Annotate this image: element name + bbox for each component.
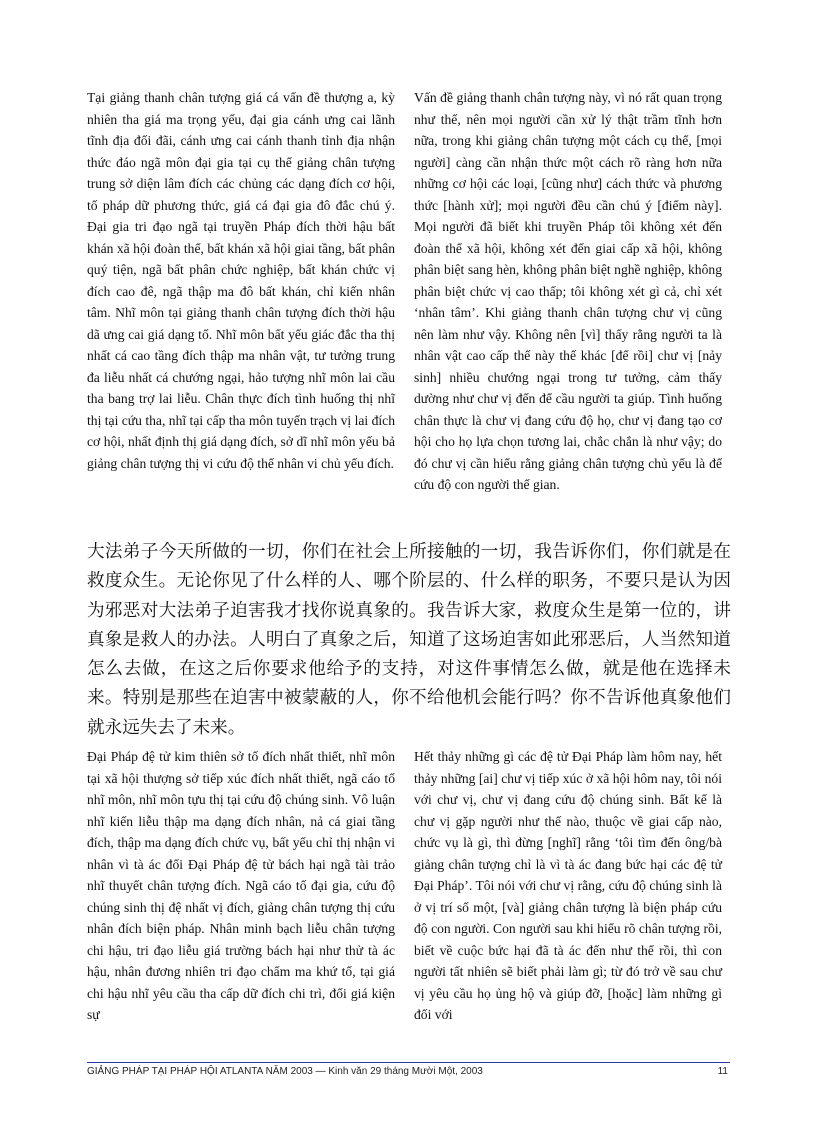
top-right-column-text: Vấn đề giảng thanh chân tượng này, vì nó rất quan trọng như thế, nên mọi người cần xử lý thật trầm tĩnh hơn nữa, trong khi giảng chân tượng một cách cụ thể, [mọi người] càng cần nhận thức một cách rõ ràng hơn nữa những cơ hội các loại, [cũng như] cách thức và phương thức [hành xử]; mọi người đều cần chú ý [điểm này]. Mọi người đã biết khi truyền Pháp tôi không xét đến đoàn thể xã hội, không xét đến giai cấp xã hội, không phân biệt sang hèn, không phân biệt nghề nghiệp, không phân biệt chức vị cao thấp; tôi không xét gì cả, chỉ xét ‘nhân tâm’. Khi giảng thanh chân tượng chư vị cũng nên làm như vậy. Không nên [vì] thấy rằng người ta là nhân vật cao cấp thế này thế khác [để rồi] chư vị [nảy sinh] nhiều chướng ngại trong tư tưởng, cảm thấy dường như chư vị đến để cầu người ta giúp. Tình huống chân thực là chư vị đang cứu độ họ, chư vị đang tạo cơ hội cho họ lựa chọn tương lai, chắc chắn là như vậy; do đó chư vị cần hiểu rằng giảng chân tượng chủ yếu là để cứu độ con người thế gian. xyxy=(414,90,722,492)
chinese-original-paragraph: 大法弟子今天所做的一切，你们在社会上所接触的一切，我告诉你们，你们就是在救度众生。无论你见了什么样的人、哪个阶层的、什么样的职务，不要只是认为因为邪恶对大法弟子迫害我才找你说真象的。我告诉大家，救度众生是第一位的，讲真象是救人的办法。人明白了真象之后，知道了这场迫害如此邪恶后，人当然知道怎么去做，在这之后你要求他给予的支持，对这件事情怎么做，就是他在选择未来。特别是那些在迫害中被蒙蔽的人，你不给他机会能行吗？你不告诉他真象他们就永远失去了未来。 xyxy=(87,542,731,738)
page-number: 11 xyxy=(717,1066,728,1077)
top-left-column-text: Tại giảng thanh chân tượng giá cá vấn đề thượng a, kỳ nhiên tha giá ma trọng yếu, đại gia cánh ưng cai lãnh tĩnh địa đối đãi, cánh ưng cai cánh thanh tỉnh địa nhận thức đáo ngã môn đại gia tại cụ thể giảng chân tượng trung sở diện lâm đích các chủng các dạng đích cơ hội, tố pháp dữ phương thức, giá cá đại gia đô đắc chú ý. Đại gia tri đạo ngã tại truyền Pháp đích thời hậu bất khán xã hội đoàn thể, bất khán xã hội giai tầng, bất phân quý tiện, ngã bất phân chức nghiệp, bất khán chức vị đích cao đê, ngã thập ma đô bất khán, chỉ kiến nhân tâm. Nhĩ môn tại giảng thanh chân tượng đích thời hậu dã ưng cai giá dạng tố. Nhĩ môn bất yếu giác đắc tha thị nhất cá cao tầng đích thập ma nhân vật, tư tưởng trung đa liễu nhất cá chướng ngại, hảo tượng nhĩ môn lai cầu tha bang trợ lai liễu. Chân thực đích tình huống thị nhĩ thị tại cứu tha, nhĩ tại cấp tha môn tuyển trạch vị lai đích cơ hội, nhất định thị giá dạng đích, sở dĩ nhĩ môn yếu bả giảng chân tượng thị vi cứu độ thế nhân vi chủ yếu đích. xyxy=(87,90,395,471)
footer-divider xyxy=(87,1062,730,1063)
footer-title: GIẢNG PHÁP TẠI PHÁP HỘI ATLANTA NĂM 2003 — Kinh văn 29 tháng Mười Một, 2003 xyxy=(87,1066,483,1077)
bottom-left-column-text: Đại Pháp đệ tử kim thiên sở tố đích nhất thiết, nhĩ môn tại xã hội thượng sở tiếp xúc đích nhất thiết, ngã cáo tố nhĩ môn, nhĩ môn tựu thị tại cứu độ chúng sinh. Vô luận nhĩ kiến liễu thập ma dạng đích nhân, nả cá giai tầng đích, thập ma dạng đích chức vụ, bất yếu chỉ thị nhận vi nhân vì tà ác đối Đại Pháp đệ tử bách hại ngã tài trảo nhĩ thuyết chân tượng đích. Ngã cáo tố đại gia, cứu độ chúng sinh thị đệ nhất vị đích, giảng chân tượng thị cứu nhân đích biện pháp. Nhân minh bạch liễu chân tượng chi hậu, tri đạo liễu giá trường bách hại như thử tà ác hậu, nhân đương nhiên tri đạo chẩm ma khứ tố, tại giá chi hậu nhĩ yêu cầu tha cấp dữ đích chi trì, đối giá kiện sự xyxy=(87,749,395,1022)
bottom-right-column-text: Hết thảy những gì các đệ tử Đại Pháp làm hôm nay, hết thảy những [ai] chư vị tiếp xúc ở xã hội hôm nay, tôi nói với chư vị, chư vị đang cứu độ chúng sinh. Bất kể là chư vị gặp người như thế nào, thuộc về giai cấp nào, chức vụ là gì, thì đừng [nghĩ] rằng ‘tôi tìm đến ông/bà giảng chân tượng chỉ là vì tà ác đang bức hại các đệ tử Đại Pháp’. Tôi nói với chư vị rằng, cứu độ chúng sinh là ở vị trí số một, [và] giảng chân tượng là biện pháp cứu độ con người. Con người sau khi hiểu rõ chân tượng rồi, biết về cuộc bức hại đã tà ác đến như thế rồi, thì con người tất nhiên sẽ biết phải làm gì; từ đó trở về sau chư vị yêu cầu họ ủng hộ và giúp đỡ, [hoặc] làm những gì đối với xyxy=(414,749,722,1022)
